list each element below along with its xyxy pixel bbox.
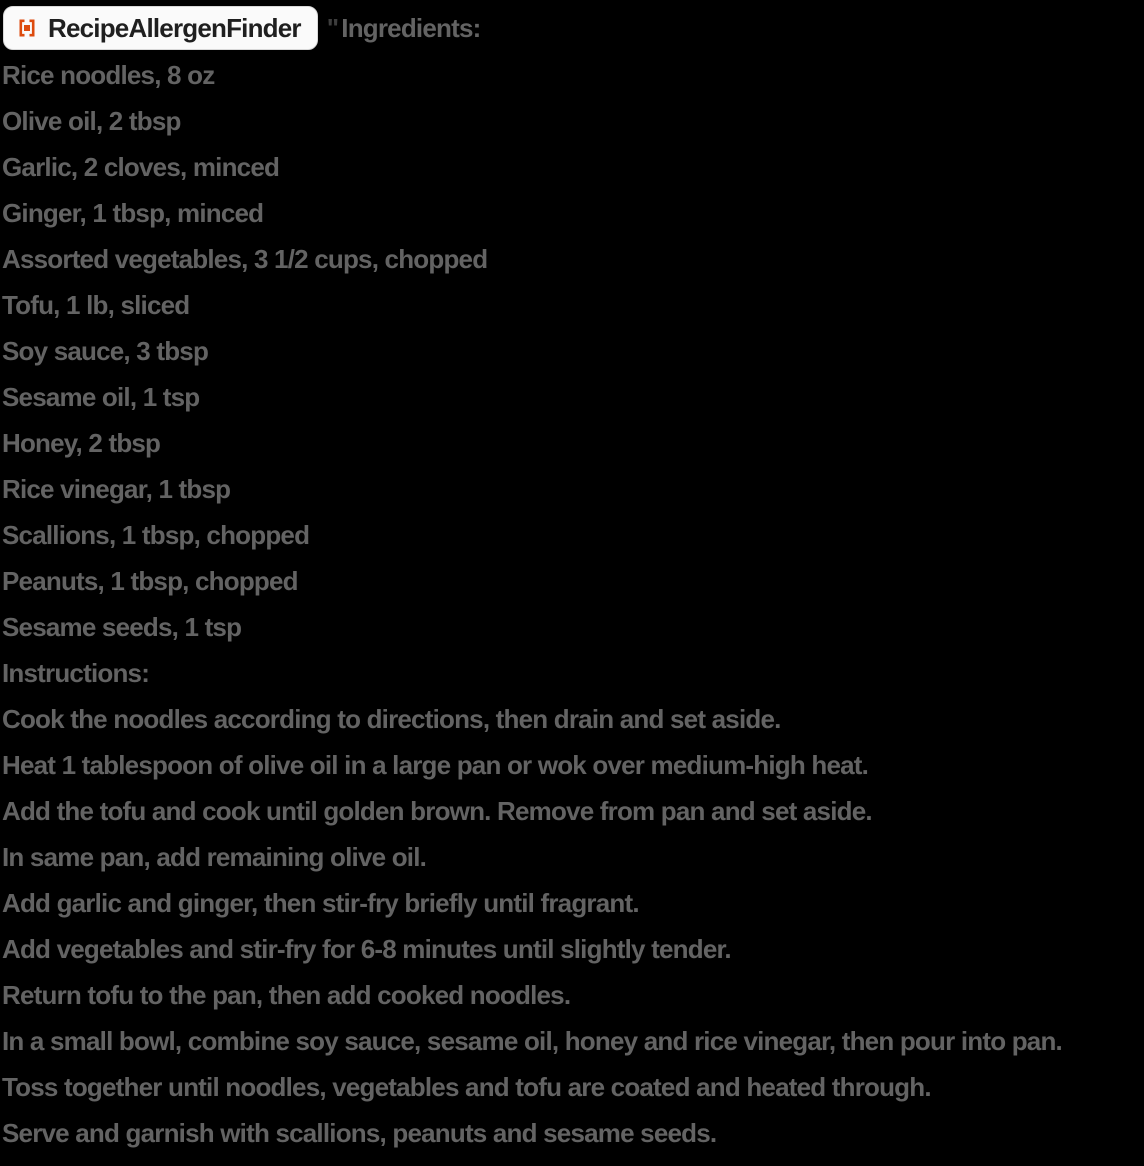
recipe-line-instruction: Serve and garnish with scallions, peanuts and sesame seeds. [2,1118,717,1148]
recipe-line-instruction: Return tofu to the pan, then add cooked noodles. [2,980,571,1010]
recipe-line-ingredient: Assorted vegetables, 3 1/2 cups, chopped [2,244,488,274]
resource-function-badge[interactable] [3,6,318,50]
recipe-line-instruction: In a small bowl, combine soy sauce, sesame oil, honey and rice vinegar, then pour into pan. [2,1026,1062,1056]
recipe-line-ingredient: Sesame seeds, 1 tsp [2,612,242,642]
recipe-text [0,52,1144,1156]
recipe-line-ingredient: Ginger, 1 tbsp, minced [2,198,264,228]
string-open-quote: " [326,12,339,43]
recipe-line-ingredient: Rice vinegar, 1 tbsp [2,474,231,504]
recipe-line-instruction: Toss together until noodles, vegetables and tofu are coated and heated through. [2,1072,931,1102]
recipe-line-instruction: In same pan, add remaining olive oil. [2,842,427,872]
recipe-header: Ingredients: [341,12,481,43]
recipe-line-instruction: Add the tofu and cook until golden brown. Remove from pan and set aside. [2,796,872,826]
recipe-line-instruction: Add vegetables and stir-fry for 6-8 minutes until slightly tender. [2,934,731,964]
function-call-line [0,0,1144,50]
recipe-line-ingredient: Peanuts, 1 tbsp, chopped [2,566,298,596]
recipe-line-ingredient: Garlic, 2 cloves, minced [2,152,280,182]
recipe-line-instructions-header: Instructions: [2,658,150,688]
recipe-line-instruction: Heat 1 tablespoon of olive oil in a large pan or wok over medium-high heat. [2,750,869,780]
recipe-line-ingredient: Olive oil, 2 tbsp [2,106,181,136]
recipe-line-ingredient: Scallions, 1 tbsp, chopped [2,520,310,550]
recipe-line-ingredient: Rice noodles, 8 oz [2,60,215,90]
resource-function-icon [16,17,38,39]
recipe-line-instruction: Add garlic and ginger, then stir-fry briefly until fragrant. [2,888,639,918]
recipe-line-ingredient: Soy sauce, 3 tbsp [2,336,209,366]
recipe-line-ingredient: Sesame oil, 1 tsp [2,382,200,412]
recipe-line-instruction: Cook the noodles according to directions, then drain and set aside. [2,704,781,734]
recipe-line-ingredient: Tofu, 1 lb, sliced [2,290,190,320]
resource-function-name: RecipeAllergenFinder [48,12,301,43]
recipe-line-ingredient: Honey, 2 tbsp [2,428,161,458]
